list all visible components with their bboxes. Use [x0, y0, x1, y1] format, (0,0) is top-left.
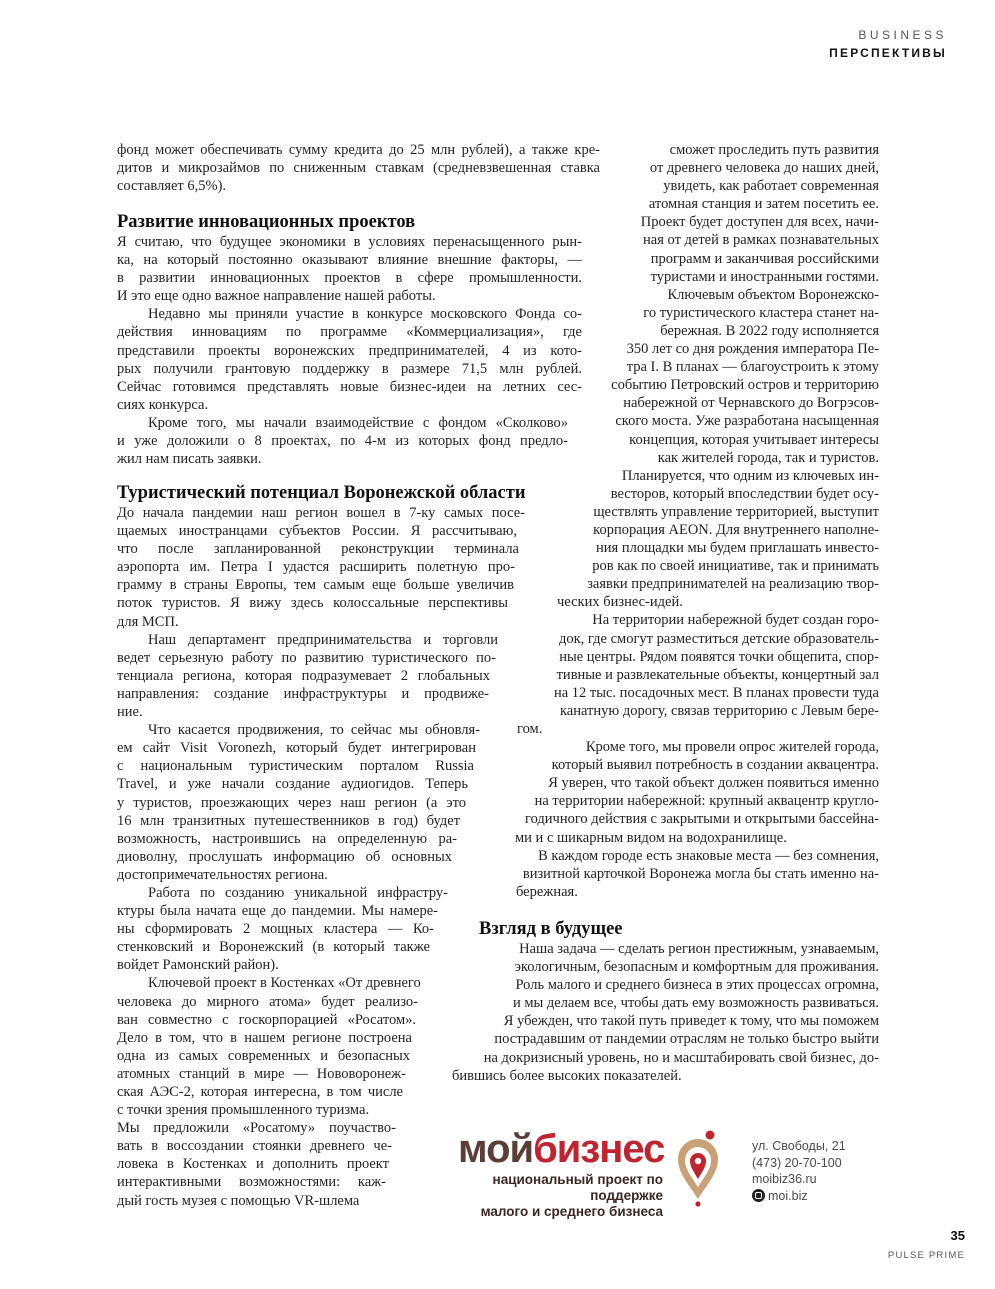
text-line: ка, на который постоянно оказывают влияние внешние факторы, — [117, 252, 582, 269]
logo-subtitle [428, 1172, 663, 1220]
section-heading: Развитие инновационных проектов [117, 212, 416, 232]
contacts-block [752, 1138, 846, 1204]
text-line: ров как по своей инициативе, так и принимать [592, 558, 879, 575]
text-line: заявки предпринимателей на реализацию твор- [587, 576, 879, 593]
text-line: в развитии инновационных проектов в сфере промышленности. [117, 270, 582, 287]
text-line: программ и заканчивая российскими [650, 250, 879, 267]
section-label: BUSINESS [858, 28, 947, 42]
text-line: концепция, которая учитывает интересы [629, 431, 879, 448]
text-line: направления: создание инфраструктуры и продвиже- [117, 685, 489, 702]
text-line: тивные и развлекательные объекты, концертный зал [556, 666, 879, 683]
text-line: ского моста. Уже разработана насыщенная [615, 413, 879, 430]
text-line: Проект будет доступен для всех, начи- [640, 214, 879, 231]
text-line: бившись более высоких показателей. [452, 1067, 682, 1084]
text-line: рых получили грантовую поддержку в размере 71,5 млн рублей. [117, 360, 582, 377]
logo-subtitle-line: национальный проект по поддержке [492, 1172, 663, 1203]
text-line: гом. [517, 721, 543, 737]
text-line: войдет Рамонский район). [117, 957, 279, 974]
text-line: сможет проследить путь развития [669, 142, 879, 158]
text-line: событию Петровский остров и территорию [611, 377, 879, 394]
instagram-handle: moi.biz [768, 1188, 808, 1203]
text-line: Кроме того, мы провели опрос жителей города, [585, 739, 879, 756]
text-line: док, где смогут разместиться детские образователь- [559, 630, 879, 647]
text-line: поток туристов. Я вижу здесь колоссальные перспективы [117, 595, 508, 612]
text-line: представили проекты воронежских предпринимателей, 4 из кото- [117, 342, 582, 359]
text-line: дитов и микрозаймов по сниженным ставкам (средневзвешенная ставка [117, 160, 600, 177]
rubric-label: ПЕРСПЕКТИВЫ [829, 46, 947, 60]
text-line: стенковский и Воронежский (в который также [117, 939, 430, 956]
text-line: ведет серьезную работу по развитию туристического по- [117, 649, 496, 666]
text-line: Наш департамент предпринимательства и торговли [148, 631, 498, 648]
text-line: Наша задача — сделать регион престижным, узнаваемым, [519, 941, 879, 957]
text-line: Кроме того, мы начали взаимодействие с фондом «Сколково» [148, 414, 568, 431]
phone-text: (473) 20-70-100 [752, 1155, 842, 1170]
text-line: составляет 6,5%). [117, 178, 227, 195]
text-line: Планируется, что одним из ключевых ин- [621, 467, 879, 484]
text-line: одна из самых современных и безопасных [117, 1047, 410, 1064]
text-line: корпорация AEON. Для внутреннего наполне- [593, 521, 879, 538]
text-line: и мы делаем все, чтобы дать ему возможность развиваться. [512, 995, 879, 1012]
text-line: ные центры. Рядом появятся точки общепита, спор- [559, 648, 879, 665]
text-line: ние. [117, 704, 143, 721]
text-line: на докризисный уровень, но и масштабировать свой бизнес, до- [483, 1049, 879, 1066]
text-line: Я считаю, что будущее экономики в условиях перенасыщенного рын- [117, 234, 582, 250]
text-line: аэропорта им. Петра I удастся расширить полетную про- [117, 559, 515, 576]
text-line: для МСП. [117, 613, 179, 630]
text-line: Недавно мы приняли участие в конкурсе московского Фонда со- [148, 306, 582, 323]
text-line: с национальным туристическим порталом Russia [117, 758, 474, 775]
text-line: жил нам писать заявки. [117, 451, 262, 468]
text-line: увидеть, как работает современная [663, 178, 879, 195]
logo-word-moi: мой [458, 1127, 534, 1171]
text-line: ктуры была начата еще до пандемии. Мы намере- [117, 903, 438, 920]
text-line: атомная станция и затем посетить ее. [648, 196, 879, 213]
text-line: диоволну, прослушать информацию об основных [117, 848, 452, 865]
text-line: у туристов, проезжающих через наш регион (а это [117, 794, 466, 811]
moi-biznes-logo [428, 1127, 728, 1219]
text-line: Я убежден, что такой путь приведет к тому, что мы поможем [503, 1013, 879, 1030]
text-line: который выявил потребность в создании аквацентра. [551, 757, 879, 774]
text-line: и уже доложили о 8 проектах, по 4-м из которых фонд предло- [117, 433, 568, 450]
text-line: ловека в Костенках и дополнить проект [117, 1156, 389, 1173]
text-line: ная от детей в рамках познавательных [643, 232, 879, 249]
logo-subtitle-line: малого и среднего бизнеса [480, 1204, 663, 1219]
text-line: возможность, настроившись на определенную ра- [117, 830, 457, 847]
text-line: Я уверен, что такой объект должен появиться именно [548, 775, 879, 792]
text-line: фонд может обеспечивать сумму кредита до 25 млн рублей), а также кре- [117, 142, 600, 158]
text-line: грамму в страны Европы, тем самым еще больше увеличив [117, 577, 514, 594]
text-line: ческих бизнес-идей. [557, 594, 683, 611]
logo-wordmark [458, 1127, 664, 1171]
text-line: бережная. В 2022 году исполняется [660, 322, 879, 339]
text-line: как жителей города, так и туристов. [657, 449, 879, 466]
text-line: что после запланированной реконструкции терминала [117, 541, 519, 558]
right-column [488, 141, 879, 901]
instagram-row [752, 1188, 846, 1205]
text-line: на территории набережной: крупный аквацентр кругло- [534, 793, 879, 810]
text-line: действия инновациям по программе «Коммерциализация», где [117, 324, 582, 341]
future-section [452, 918, 879, 1085]
text-line: тенциала региона, которая подразумевает 2 глобальных [117, 667, 490, 684]
text-line: пострадавшим от пандемии отраслям не только быстро выйти [494, 1031, 879, 1048]
text-line: Работа по созданию уникальной инфрастру- [148, 884, 448, 901]
text-line: от древнего человека до наших дней, [649, 160, 879, 177]
text-line: Ключевой проект в Костенках «От древнего [148, 975, 421, 992]
text-line: с точки зрения промышленного туризма. [117, 1102, 370, 1119]
text-line: ван совместно с госкорпорацией «Росатом». [117, 1011, 416, 1028]
text-line: вать в воссоздании стоянки древнего че- [117, 1138, 392, 1155]
section-heading: Туристический потенциал Воронежской области [117, 483, 526, 503]
text-line: 350 лет со дня рождения императора Пе- [626, 341, 879, 358]
text-line: И это еще одно важное направление нашей работы. [117, 288, 436, 305]
text-line: Роль малого и среднего бизнеса в этих процессах огромна, [515, 977, 879, 994]
text-line: ми и с шикарным видом на водохранилище. [515, 829, 787, 846]
text-line: На территории набережной будет создан горо- [592, 612, 879, 629]
text-line: ществлять управление территорией, выступит [593, 503, 879, 520]
text-line: атомных станций в мире — Нововоронеж- [117, 1065, 406, 1082]
text-line: Сейчас готовимся представлять новые бизнес-идеи на летних сес- [117, 378, 582, 395]
text-line: на 12 тыс. посадочных мест. В планах провести туда [553, 684, 879, 701]
text-line: Что касается продвижения, то сейчас мы обновля- [148, 722, 480, 739]
text-line: Ключевым объектом Воронежско- [667, 286, 879, 303]
logo-word-biznes: бизнес [533, 1127, 665, 1171]
text-line: дый гость музея с помощью VR-шлема [117, 1192, 360, 1209]
text-line: набережной от Чернавского до Вогрэсов- [623, 395, 879, 412]
text-line: достопримечательностях региона. [117, 866, 328, 883]
text-line: весторов, который впоследствии будет осу- [610, 485, 879, 502]
text-line: канатную дорогу, связав территорию с Левым бере- [559, 702, 879, 719]
text-line: ская АЭС-2, которая интересна, в том числе [117, 1084, 403, 1100]
section-heading: Взгляд в будущее [479, 919, 623, 939]
text-line: ния площадки мы будем приглашать инвесто- [596, 540, 879, 557]
text-line: годичного действия с закрытыми и открытыми бассейна- [524, 811, 879, 828]
text-line: экологичным, безопасным и комфортным для проживания. [514, 959, 879, 976]
text-line: бережная. [516, 883, 578, 900]
text-line: ем сайт Visit Voronezh, который будет интегрирован [117, 740, 476, 757]
tourism-section [117, 482, 525, 1210]
text-line: сиях конкурса. [117, 396, 209, 413]
text-line: Дело в том, что в нашем регионе построена [117, 1029, 412, 1046]
text-line: Мы предложили «Росатому» поучаство- [117, 1120, 396, 1137]
text-line: го туристического кластера станет на- [643, 304, 879, 321]
text-line: визитной карточкой Воронежа могла бы стать именно на- [522, 865, 879, 882]
instagram-icon [752, 1189, 765, 1202]
page-number: 35 [950, 1228, 965, 1243]
text-line: туристами и иностранными гостями. [650, 268, 879, 285]
website-text: moibiz36.ru [752, 1172, 817, 1186]
text-line: 16 млн транзитных путешественников в год) будет [117, 812, 460, 829]
text-line: В каждом городе есть знаковые места — без сомнения, [538, 847, 879, 864]
magazine-name: PULSE PRIME [887, 1250, 965, 1261]
text-line: щаемых иностранцами субъектов России. Я рассчитываю, [117, 523, 517, 540]
text-line: ны сформировать 2 мощных кластера — Ко- [117, 921, 434, 938]
text-line: человека до мирного атома» будет реализо- [117, 993, 418, 1010]
text-line: До начала пандемии наш регион вошел в 7-ку самых посе- [117, 505, 525, 521]
location-pin-icon [674, 1129, 722, 1207]
text-line: Travel, и уже начали создание аудиогидов. Теперь [117, 776, 468, 793]
text-line: интерактивными возможностями: каж- [117, 1174, 386, 1191]
text-line: тра I. В планах — благоустроить к этому [626, 359, 879, 376]
address-text: ул. Свободы, 21 [752, 1139, 846, 1153]
